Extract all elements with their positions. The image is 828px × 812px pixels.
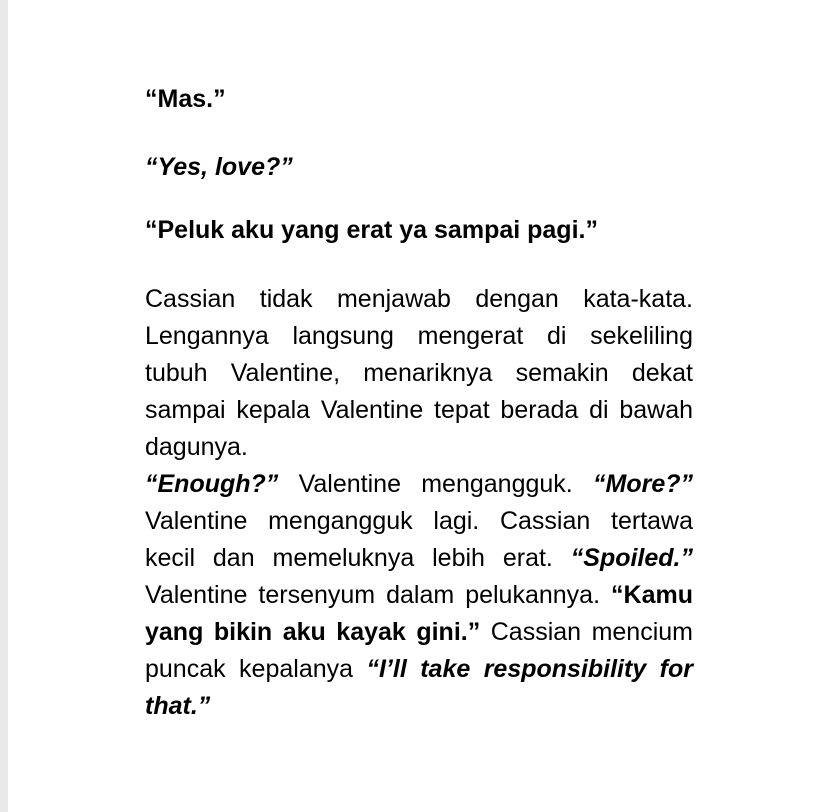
dialogue-responsibility: “I’ll take responsibility for that.”: [145, 655, 693, 720]
dialogue-yes-love: “Yes, love?”: [145, 153, 293, 181]
dialogue-more: “More?”: [593, 470, 693, 498]
paragraph-enough: [145, 466, 693, 725]
dialogue-peluk: “Peluk aku yang erat ya sampai pagi.”: [145, 216, 598, 244]
document-page: [8, 0, 828, 812]
narration-1: Valentine mengangguk.: [278, 470, 593, 498]
narration-2: Valentine mengangguk lagi. Cassian tertawa kecil dan memeluknya lebih erat.: [145, 507, 693, 572]
narration-4: Cassian mencium puncak kepalanya: [145, 618, 693, 683]
dialogue-mas: “Mas.”: [145, 85, 226, 113]
dialogue-enough: “Enough?”: [145, 470, 279, 498]
dialogue-kamu: “Kamu yang bikin aku kayak gini.”: [145, 581, 693, 646]
paragraph-cassian: Cassian tidak menjawab dengan kata-kata. Lengannya langsung mengerat di sekeliling tubuh Valentine, menariknya semakin dekat sampai kepala Valentine tepat berada di bawah dagunya.: [145, 285, 693, 461]
dialogue-spoiled: “Spoiled.”: [570, 544, 693, 572]
text-column: [145, 84, 693, 725]
narration-3: Valentine tersenyum dalam pelukannya.: [145, 581, 612, 609]
